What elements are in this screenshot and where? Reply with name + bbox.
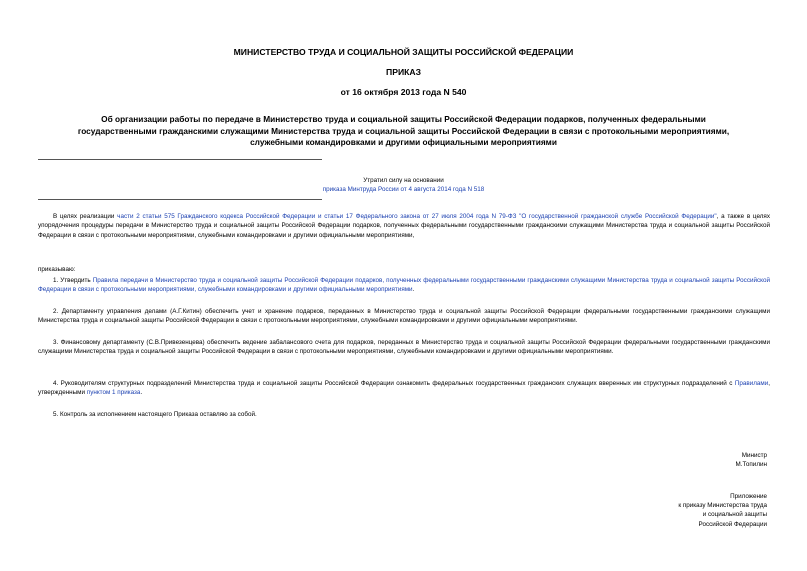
item-4-paragraph bbox=[38, 379, 770, 398]
item-4-clause-link[interactable]: пунктом 1 приказа bbox=[86, 389, 141, 397]
preamble-suffix: , а также в целях упорядочения процедуры передачи в Министерство труда и социальной защиты Российской Федерации подарков, полученных федеральными государственными гражданскими служащими Министерства труда и социальной защиты Российской Федерации в связи с протокольными мероприятиями, служебными командировками и другими официальными мероприятиями, bbox=[38, 213, 770, 239]
appendix-block bbox=[678, 492, 767, 529]
date-number-heading: от 16 октября 2013 года N 540 bbox=[340, 87, 467, 97]
signature-block bbox=[736, 451, 767, 469]
status-text: Утратил силу на основании bbox=[363, 177, 444, 184]
ministry-heading: МИНИСТЕРСТВО ТРУДА И СОЦИАЛЬНОЙ ЗАЩИТЫ РОССИЙСКОЙ ФЕДЕРАЦИИ bbox=[233, 47, 574, 57]
signature-name: М.Топилин bbox=[735, 461, 767, 469]
bottom-divider bbox=[38, 199, 322, 200]
item-1-suffix: . bbox=[412, 286, 415, 294]
title-line-2: государственными гражданскими служащими Министерства труда и социальной защиты Российской Федерации в связи с протокольными мероприятиями, bbox=[77, 125, 730, 136]
item-1-prefix: 1. Утвердить bbox=[53, 277, 93, 284]
preamble-paragraph bbox=[38, 212, 770, 240]
title-line-1: Об организации работы по передаче в Министерство труда и социальной защиты Российской Федерации подарков, полученных федеральными bbox=[101, 114, 706, 124]
item-3-paragraph: 3. Финансовому департаменту (С.В.Привезенцева) обеспечить ведение забалансового счета для подарков, переданных в Министерство труда и социальной защиты Российской Федерации федеральными государственными гражданскими служащими Министерства труда и социальной защиты Российской Федерации в связи с протокольными мероприятиями, служебными командировками и другими официальными мероприятиями. bbox=[38, 339, 770, 356]
status-link[interactable]: приказа Минтруда России от 4 августа 2014 года N 518 bbox=[322, 186, 485, 193]
item-4-prefix: 4. Руководителям структурных подразделений Министерства труда и социальной защиты Российской Федерации ознакомить федеральных государственных гражданских служащих вверенных им структурных подразделений с bbox=[53, 380, 735, 387]
appendix-line-1: Приложение bbox=[730, 493, 767, 500]
item-1-rules-link[interactable]: Правила передачи в Министерство труда и социальной защиты Российской Федерации подарков, полученных федеральными государственными гражданскими служащими Министерства труда и социальной защиты Российской Федерации в связи с протокольными мероприятиями, служебными командировками и другими официальными мероприятиями bbox=[38, 277, 770, 294]
order-word: приказываю: bbox=[38, 266, 76, 273]
preamble-law-link[interactable]: части 2 статьи 575 Гражданского кодекса Российской Федерации и статьи 17 Федерального закона от 27 июля 2004 года N 79-ФЗ "О государственной гражданской службе Российской Федерации" bbox=[117, 213, 717, 220]
item-2-paragraph: 2. Департаменту управления делами (А.Г.Китин) обеспечить учет и хранение подарков, переданных в Министерство труда и социальной защиты Российской Федерации федеральными государственными гражданскими служащими Министерства труда и социальной защиты Российской Федерации в связи с протокольными мероприятиями, служебными командировками и другими официальными мероприятиями. bbox=[38, 308, 770, 325]
title-line-3: служебными командировками и другими официальными мероприятиями bbox=[250, 137, 557, 147]
item-5-paragraph: 5. Контроль за исполнением настоящего Приказа оставляю за собой. bbox=[53, 411, 257, 418]
item-4-suffix: . bbox=[140, 389, 143, 397]
doc-type-heading: ПРИКАЗ bbox=[386, 67, 421, 77]
appendix-line-3: и социальной защиты bbox=[702, 511, 767, 519]
item-4-rules-link[interactable]: Правилами bbox=[734, 380, 769, 387]
top-divider bbox=[38, 159, 322, 160]
status-block bbox=[0, 176, 807, 194]
item-4-mid: , утвержденными bbox=[38, 380, 770, 397]
signature-position: Министр bbox=[741, 452, 767, 459]
appendix-line-2: к приказу Министерства труда bbox=[678, 502, 767, 510]
appendix-line-4: Российской Федерации bbox=[698, 520, 767, 528]
document-title bbox=[40, 114, 767, 149]
preamble-prefix: В целях реализации bbox=[53, 213, 118, 220]
item-1-paragraph bbox=[38, 276, 770, 295]
